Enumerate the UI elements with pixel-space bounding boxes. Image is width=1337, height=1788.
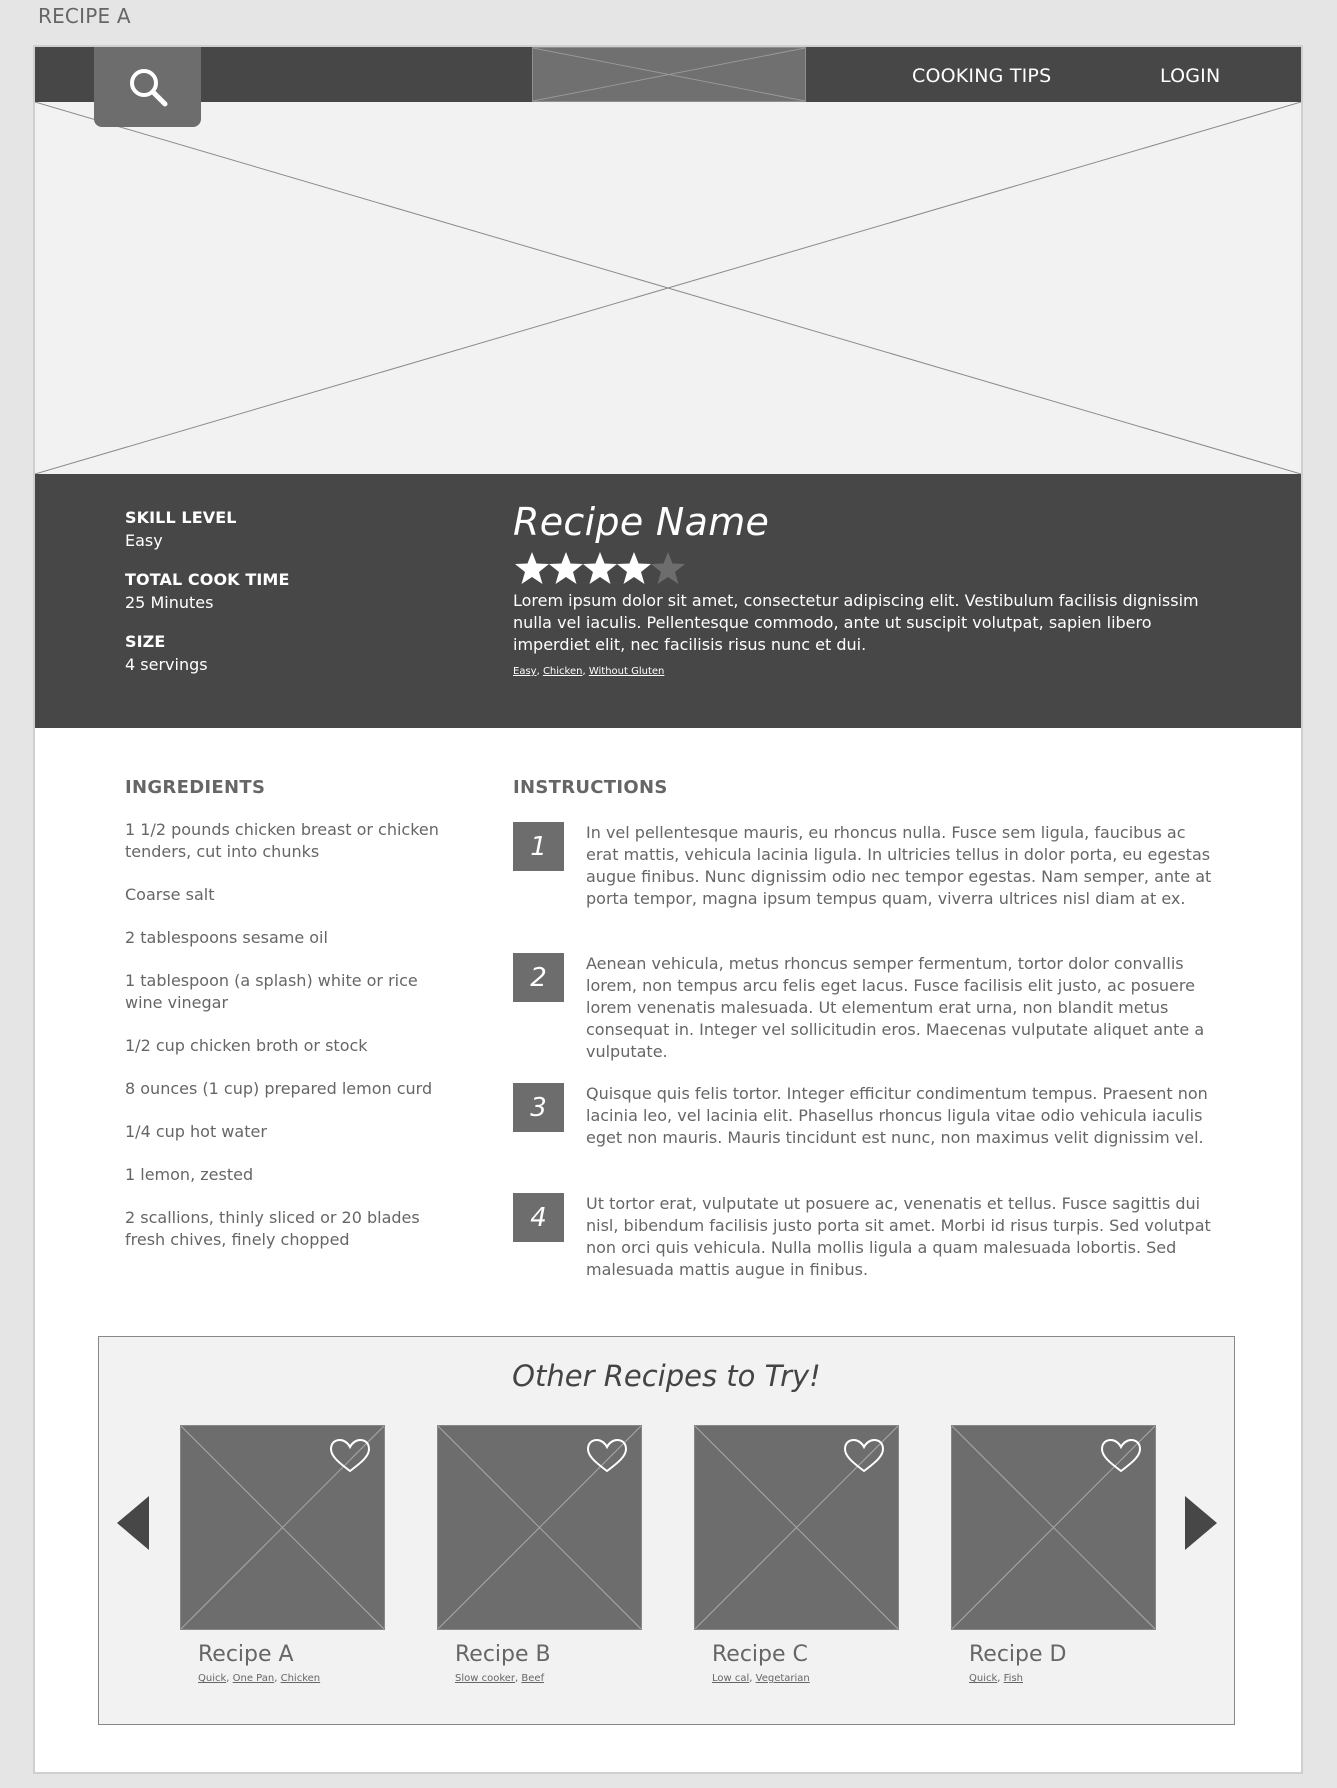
heart-icon[interactable] <box>843 1438 885 1474</box>
ingredient-item: 1/4 cup hot water <box>125 1122 267 1141</box>
hero-image-placeholder <box>35 102 1301 474</box>
ingredients-title: INGREDIENTS <box>125 777 266 798</box>
tag-link[interactable]: Low cal <box>712 1673 750 1684</box>
meta-label-cook-time: TOTAL COOK TIME <box>125 570 290 589</box>
star-rating[interactable] <box>513 550 1213 588</box>
heart-icon[interactable] <box>586 1438 628 1474</box>
tag-link[interactable]: One Pan <box>232 1673 275 1684</box>
heart-icon[interactable] <box>329 1438 371 1474</box>
recipe-card-image[interactable] <box>437 1425 642 1630</box>
search-button[interactable] <box>94 47 201 127</box>
recipe-info-band <box>35 474 1301 728</box>
top-navbar <box>35 47 1301 102</box>
page-label: RECIPE A <box>38 4 131 28</box>
other-recipes-carousel <box>98 1336 1235 1725</box>
ingredient-item: 1 lemon, zested <box>125 1165 254 1184</box>
step-number: 1 <box>513 822 564 871</box>
page-frame <box>33 45 1303 1774</box>
recipe-card-title[interactable]: Recipe B <box>455 1642 551 1667</box>
tag-link[interactable]: Quick <box>969 1673 998 1684</box>
nav-link-login[interactable]: LOGIN <box>1160 65 1221 87</box>
star-icon[interactable] <box>615 550 653 586</box>
meta-value-skill: Easy <box>125 531 163 550</box>
recipe-card-image[interactable] <box>694 1425 899 1630</box>
recipe-card-image[interactable] <box>180 1425 385 1630</box>
ingredient-item: 1 1/2 pounds chicken breast or chicken tenders, cut into chunks <box>125 820 439 861</box>
step-text: Ut tortor erat, vulputate ut posuere ac, venenatis et tellus. Fusce sagittis dui nisl, bibendum facilisis justo porta sit amet. Morbi id risus turpis. Sed volutpat non orci quis vehicula. Nulla mollis ligula a quam malesuada lobortis. Sed malesuada mattis augue in finibus. <box>586 1194 1211 1279</box>
recipe-card[interactable] <box>951 1425 1156 1684</box>
recipe-card-image[interactable] <box>951 1425 1156 1630</box>
recipe-card-title[interactable]: Recipe C <box>712 1642 808 1667</box>
ingredient-item: 8 ounces (1 cup) prepared lemon curd <box>125 1079 433 1098</box>
step-text: Quisque quis felis tortor. Integer efficitur condimentum tempus. Praesent non lacinia leo, vel lacinia elit. Phasellus rhoncus ligula vitae odio vehicula iaculis eget non mauris. Mauris tincidunt est nunc, non maximus velit dignissim vel. <box>586 1084 1208 1147</box>
tag-link[interactable]: Without Gluten <box>588 666 665 677</box>
step-text: In vel pellentesque mauris, eu rhoncus nulla. Fusce sem ligula, faucibus ac erat mattis, vehicula lacinia ligula. In ultricies tellus in dolor porta, eu egestas augue finibus. Nunc dignissim odio nec tempor egestas. Nam semper, ante at porta tempor, magna ipsum tempus quam, viverra ultrices nisl diam at ex. <box>586 823 1212 908</box>
chevron-left-icon <box>117 1496 149 1550</box>
nav-link-cooking-tips[interactable]: COOKING TIPS <box>912 65 1052 87</box>
recipe-name: Recipe Name <box>513 500 770 544</box>
star-icon[interactable] <box>581 550 619 586</box>
step-number: 3 <box>513 1083 564 1132</box>
star-icon[interactable] <box>649 550 687 586</box>
placeholder-cross-icon <box>533 48 805 101</box>
ingredient-item: 1 tablespoon (a splash) white or rice wine vinegar <box>125 971 418 1012</box>
meta-label-size: SIZE <box>125 632 166 651</box>
ingredient-item: 2 tablespoons sesame oil <box>125 928 328 947</box>
step-number: 2 <box>513 953 564 1002</box>
recipe-card-title[interactable]: Recipe A <box>198 1642 294 1667</box>
search-icon <box>126 65 170 109</box>
step-text: Aenean vehicula, metus rhoncus semper fermentum, tortor dolor convallis lorem, non tempus arcu felis eget lacus. Fusce facilisis elit justo, ac posuere lorem venenatis malesuada. Ut elementum erat urna, non blandit metus consequat in. Integer vel sollicitudin eros. Maecenas vulputate aliquet ante a vulputate. <box>586 954 1205 1061</box>
recipe-card-tags: Slow cooker, Beef <box>455 1673 545 1684</box>
carousel-next-button[interactable] <box>1185 1496 1217 1554</box>
recipe-card[interactable] <box>437 1425 642 1684</box>
logo-placeholder[interactable] <box>532 47 806 102</box>
meta-label-skill: SKILL LEVEL <box>125 508 237 527</box>
recipe-tags: Easy, Chicken, Without Gluten <box>513 666 665 677</box>
star-icon[interactable] <box>513 550 551 586</box>
tag-link[interactable]: Chicken <box>280 1673 321 1684</box>
tag-link[interactable]: Vegetarian <box>755 1673 810 1684</box>
star-icon[interactable] <box>547 550 585 586</box>
other-recipes-title: Other Recipes to Try! <box>512 1359 821 1393</box>
recipe-card-title[interactable]: Recipe D <box>969 1642 1067 1667</box>
meta-value-cook-time: 25 Minutes <box>125 593 214 612</box>
placeholder-cross-icon <box>35 102 1301 474</box>
chevron-right-icon <box>1185 1496 1217 1550</box>
recipe-summary <box>513 500 1213 677</box>
tag-link[interactable]: Slow cooker <box>455 1673 516 1684</box>
meta-value-size: 4 servings <box>125 655 208 674</box>
instructions-title: INSTRUCTIONS <box>513 777 668 798</box>
recipe-card[interactable] <box>180 1425 385 1684</box>
recipe-card-tags: Quick, Fish <box>969 1673 1023 1684</box>
recipe-description: Lorem ipsum dolor sit amet, consectetur adipiscing elit. Vestibulum facilisis dignissim nulla vel iaculis. Pellentesque commodo, ante ut suscipit volutpat, sapien libero imperdiet elit, nec facilisis risus nunc et dui. <box>513 591 1199 654</box>
heart-icon[interactable] <box>1100 1438 1142 1474</box>
recipe-card-tags: Quick, One Pan, Chicken <box>198 1673 321 1684</box>
ingredient-item: 1/2 cup chicken broth or stock <box>125 1036 368 1055</box>
step-number: 4 <box>513 1193 564 1242</box>
ingredient-item: Coarse salt <box>125 885 215 904</box>
recipe-card-tags: Low cal, Vegetarian <box>712 1673 810 1684</box>
carousel-prev-button[interactable] <box>117 1496 149 1554</box>
tag-link[interactable]: Fish <box>1003 1673 1023 1684</box>
tag-link[interactable]: Quick <box>198 1673 227 1684</box>
tag-link[interactable]: Chicken <box>542 666 583 677</box>
tag-link[interactable]: Easy <box>513 666 537 677</box>
ingredients-list <box>125 819 445 1272</box>
tag-link[interactable]: Beef <box>521 1673 545 1684</box>
recipe-card[interactable] <box>694 1425 899 1684</box>
ingredient-item: 2 scallions, thinly sliced or 20 blades fresh chives, finely chopped <box>125 1208 420 1249</box>
recipe-meta <box>125 508 289 694</box>
